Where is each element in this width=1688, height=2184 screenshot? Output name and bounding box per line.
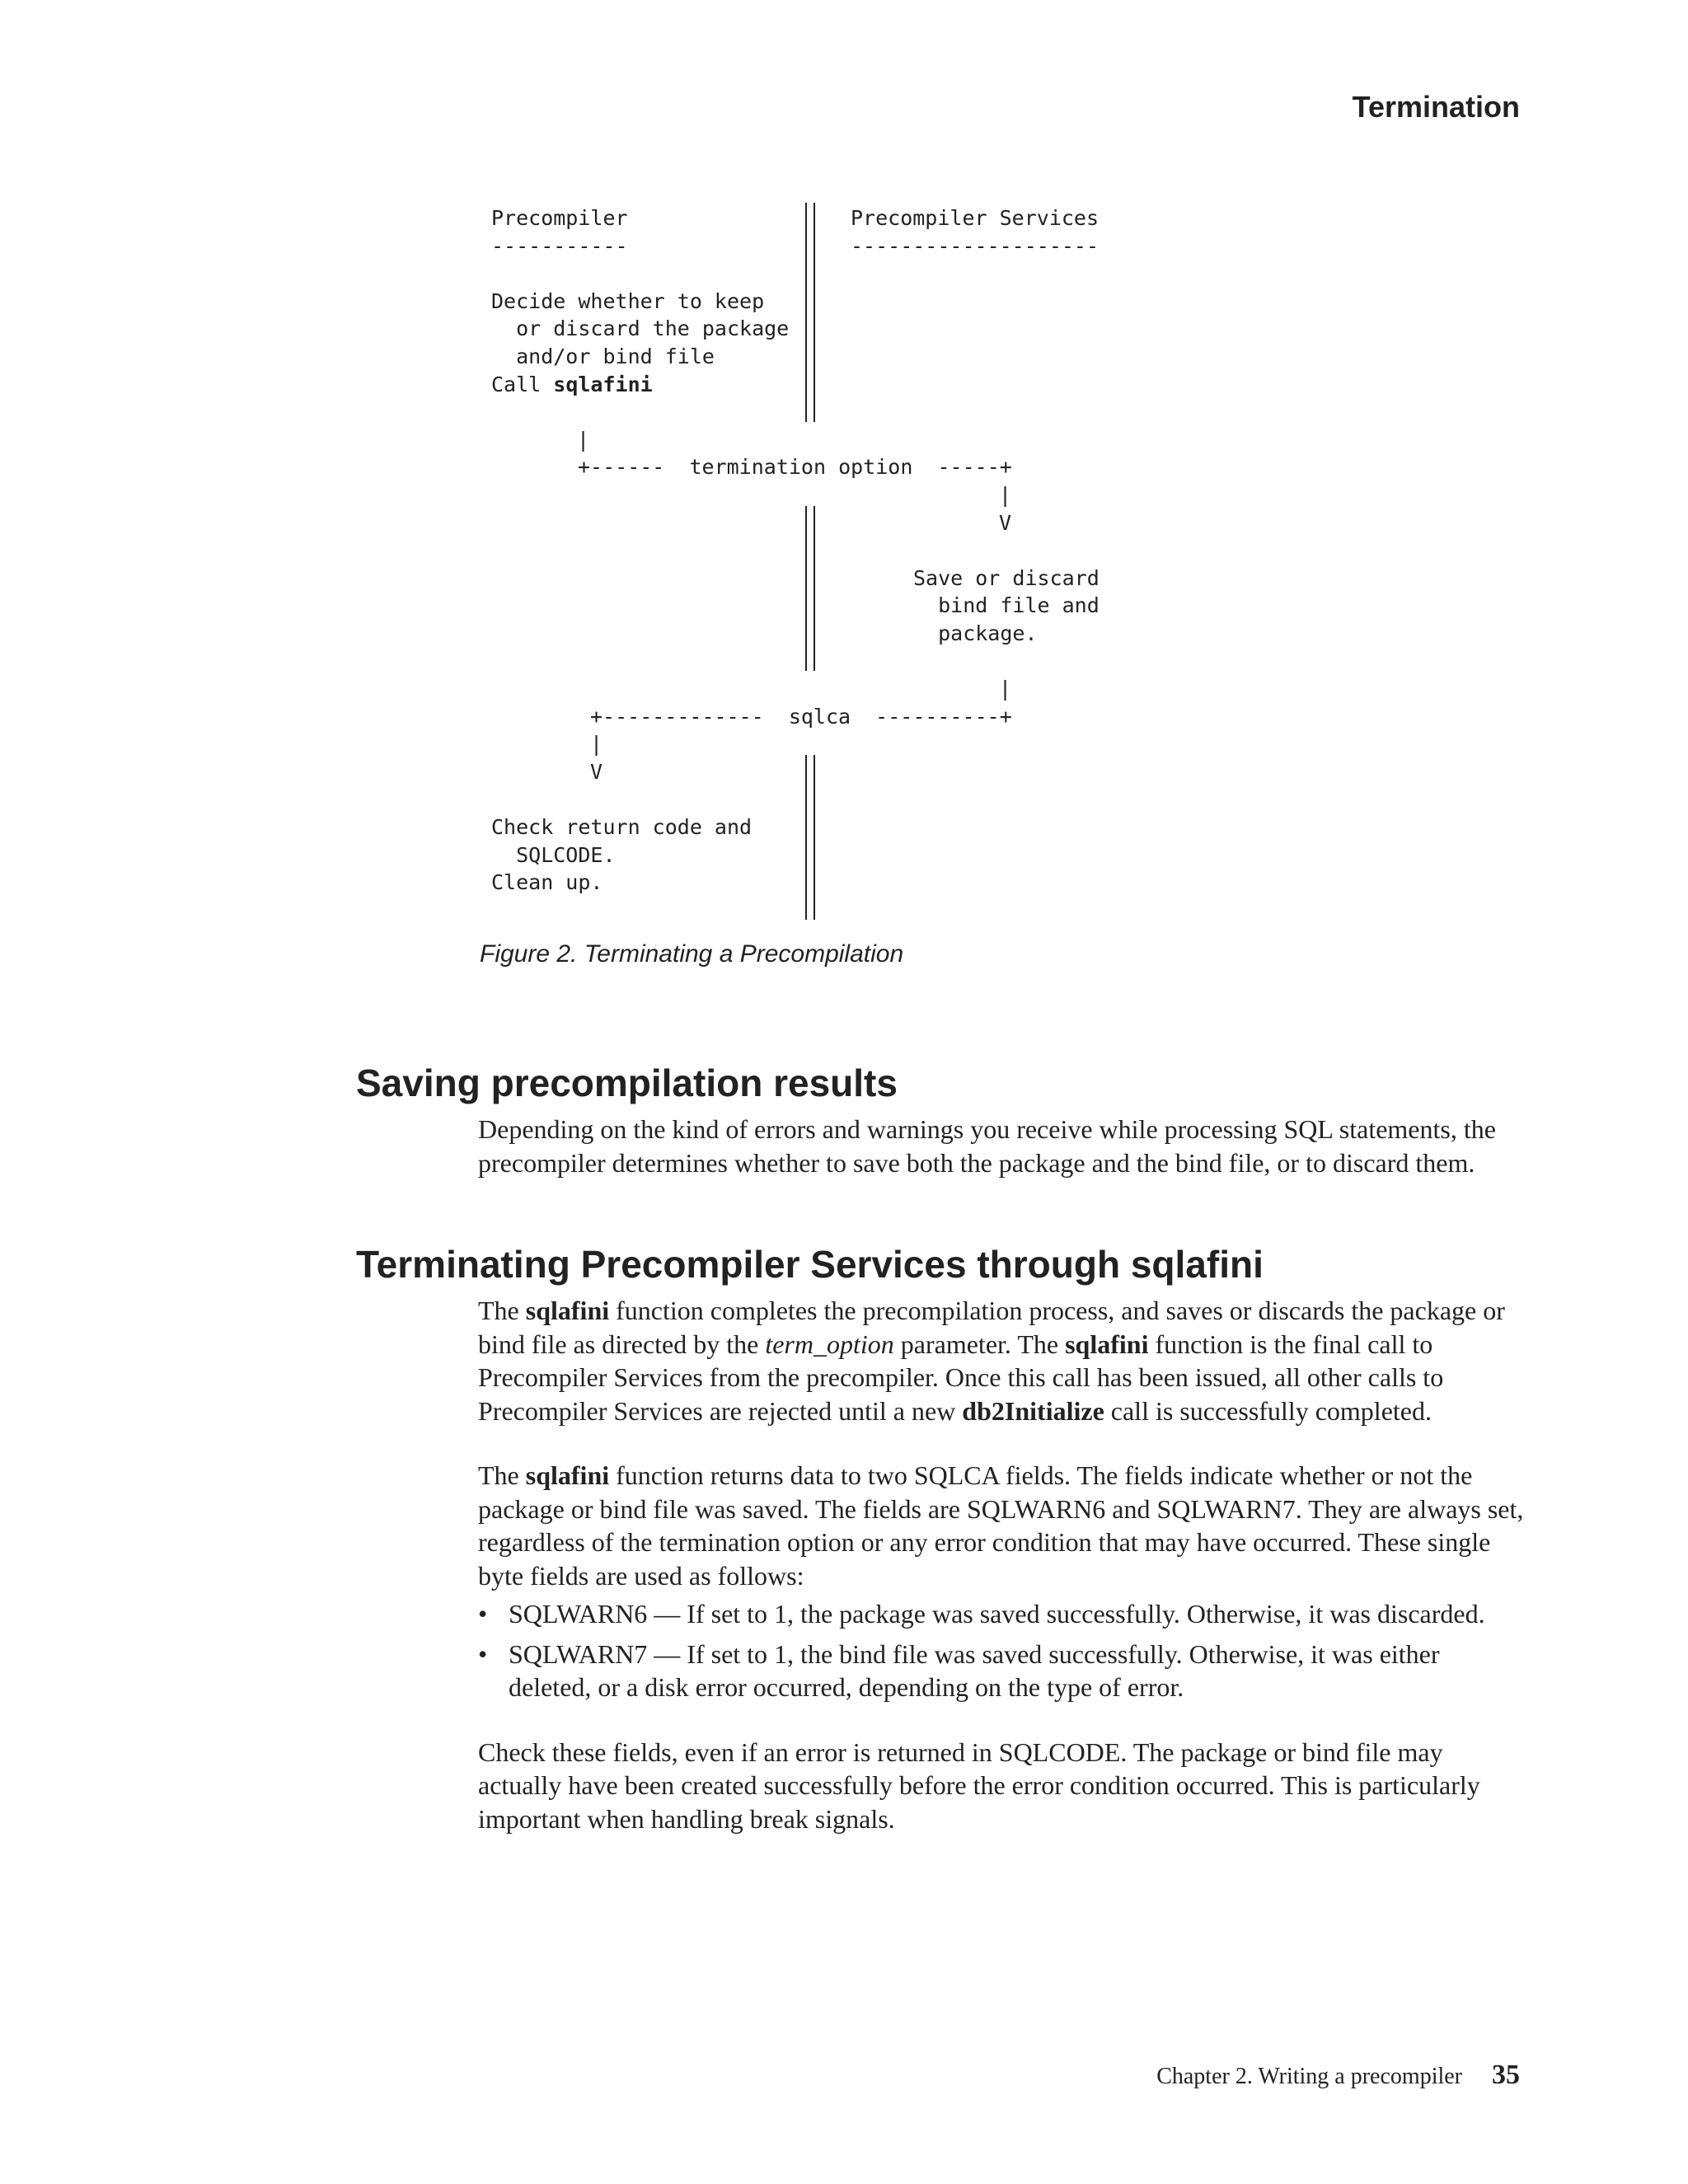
arrow-head-2: V xyxy=(999,510,1012,535)
arrow-down-4: | xyxy=(590,732,603,757)
paragraph xyxy=(478,1459,1525,1592)
paragraph: Depending on the kind of errors and warnings you receive while processing SQL statements, the precompiler determines whether to save both the package and the bind file, or to discard them. xyxy=(478,1114,1496,1178)
step-decide-line2: or discard the package xyxy=(491,316,790,341)
text-run: function completes the precompilation process, and saves or discards the package or bind file as directed by the xyxy=(478,1296,1505,1359)
step-call xyxy=(491,371,653,399)
section-heading-saving: Saving precompilation results xyxy=(356,1062,898,1104)
function-name: db2Initialize xyxy=(962,1395,1104,1426)
text-run: parameter. The xyxy=(893,1329,1066,1359)
arrow-head-4: V xyxy=(590,760,603,784)
right-column-title: Precompiler Services xyxy=(851,206,1100,230)
text-run: The xyxy=(478,1296,526,1325)
check-line1: Check return code and xyxy=(491,815,753,840)
function-name: sqlafini xyxy=(525,1460,610,1490)
save-line2: bind file and xyxy=(913,593,1100,618)
list-item xyxy=(478,1597,1525,1631)
section-heading-terminating: Terminating Precompiler Services through sqlafini xyxy=(356,1243,1264,1286)
termination-option-line: +------ termination option -----+ xyxy=(578,455,1012,480)
left-column-rule: ----------- xyxy=(491,233,628,258)
save-line3: package. xyxy=(913,621,1038,645)
running-head: Termination xyxy=(1352,90,1520,124)
separator-line xyxy=(805,203,807,422)
page-number: 35 xyxy=(1492,2060,1520,2090)
list-item xyxy=(478,1638,1525,1704)
right-column-rule: -------------------- xyxy=(851,233,1100,258)
arrow-up-3: | xyxy=(999,677,1012,701)
check-line2: SQLCODE. xyxy=(491,842,616,867)
footer-chapter: Chapter 2. Writing a precompiler xyxy=(1156,2064,1462,2089)
save-line1: Save or discard xyxy=(913,565,1100,590)
check-line3: Clean up. xyxy=(491,870,603,895)
step-call-prefix: Call xyxy=(491,372,554,396)
separator-line xyxy=(805,506,807,671)
bullet-list xyxy=(478,1597,1525,1704)
termination-flow-diagram xyxy=(491,204,1118,921)
figure-caption: Figure 2. Terminating a Precompilation xyxy=(480,940,904,968)
function-name: sqlafini xyxy=(1065,1329,1149,1359)
step-call-function: sqlafini xyxy=(553,372,653,396)
arrow-down-1: | xyxy=(577,427,590,452)
paragraph xyxy=(478,1294,1525,1427)
text-run: The xyxy=(478,1460,526,1490)
text-run: function returns data to two SQLCA fields. The fields indicate whether or not the package or bind file was saved. The fields are SQLWARN6 and SQLWARN7. They are always set, regardless of the termination option or any error condition that may have occurred. These single byte fields are used as follows: xyxy=(478,1460,1524,1591)
step-decide-line1: Decide whether to keep xyxy=(491,288,765,313)
left-column-title: Precompiler xyxy=(491,206,628,230)
bullet-marker: • xyxy=(478,1638,488,1669)
section-body-saving xyxy=(478,1113,1525,1179)
list-item-text: SQLWARN6 — If set to 1, the package was saved successfully. Otherwise, it was discarded. xyxy=(509,1599,1485,1629)
text-run: function is the final call to Precompiler Services from the precompiler. Once this call has been issued, all other calls to Precompiler Services are rejected until a new xyxy=(478,1329,1444,1426)
separator-line xyxy=(814,755,815,920)
list-item-text: SQLWARN7 — If set to 1, the bind file was saved successfully. Otherwise, it was either deleted, or a disk error occurred, depending on the type of error. xyxy=(509,1638,1440,1702)
step-decide-line3: and/or bind file xyxy=(491,344,715,368)
arrow-down-2: | xyxy=(999,483,1012,507)
separator-line xyxy=(814,506,815,671)
function-name: sqlafini xyxy=(525,1296,610,1325)
section-body-terminating xyxy=(478,1294,1525,1835)
sqlca-line: +------------- sqlca ----------+ xyxy=(590,704,1012,729)
bullet-marker: • xyxy=(478,1599,488,1629)
text-run: call is successfully completed. xyxy=(1104,1395,1432,1426)
separator-line xyxy=(805,755,807,920)
paragraph: Check these fields, even if an error is returned in SQLCODE. The package or bind file may actually have been created successfully before the error condition occurred. This is particularly important when handling break signals. xyxy=(478,1736,1480,1834)
separator-line xyxy=(814,203,815,422)
parameter-name: term_option xyxy=(765,1329,894,1359)
page-footer xyxy=(1156,2059,1520,2093)
